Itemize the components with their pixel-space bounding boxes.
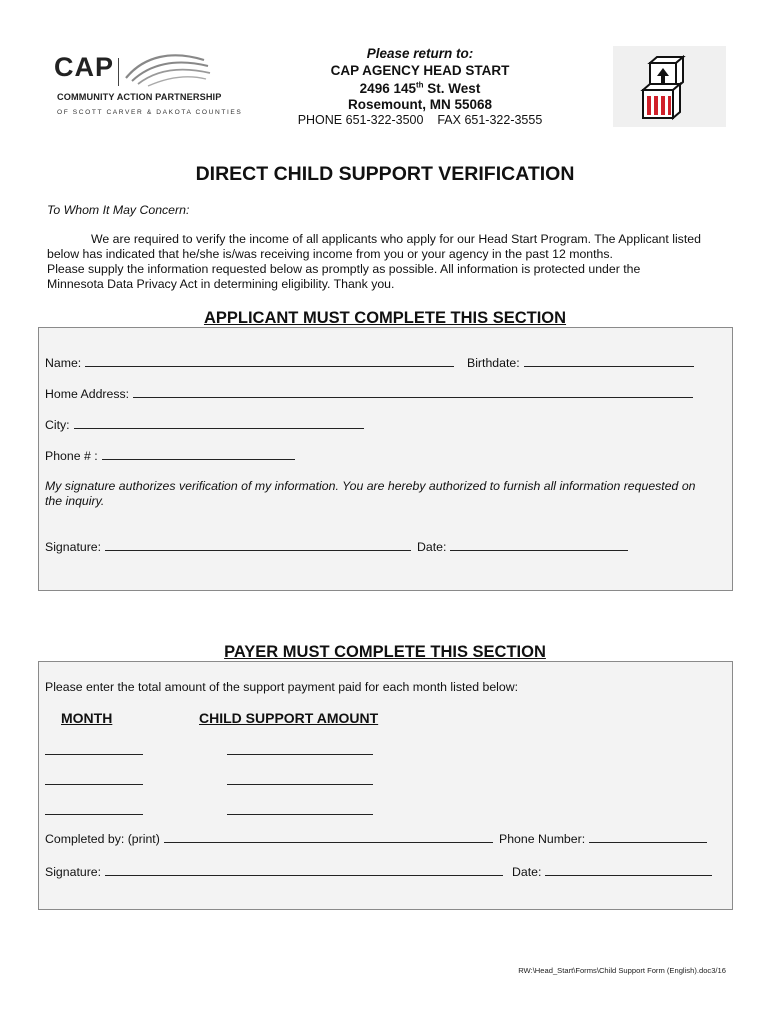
intro-line-4: Minnesota Data Privacy Act in determining eligibility. Thank you. xyxy=(47,277,395,291)
home-address-field[interactable] xyxy=(45,386,693,401)
name-field[interactable] xyxy=(45,355,454,370)
payer-phone-label: Phone Number: xyxy=(499,832,586,846)
city-field[interactable] xyxy=(45,417,364,432)
payer-date-input-line[interactable] xyxy=(545,864,712,876)
logo-org-name: COMMUNITY ACTION PARTNERSHIP xyxy=(57,92,222,102)
amount-input-line[interactable] xyxy=(227,813,373,815)
logo-swoosh-icon xyxy=(122,48,217,88)
payer-phone-field[interactable] xyxy=(499,831,707,846)
payer-signature-input-line[interactable] xyxy=(105,864,503,876)
month-input-line[interactable] xyxy=(45,813,143,815)
payer-section-heading: PAYER MUST COMPLETE THIS SECTION xyxy=(224,643,546,661)
logo-divider xyxy=(118,58,119,86)
payer-signature-field[interactable] xyxy=(45,864,503,879)
footer-file-path: RW:\Head_Start\Forms\Child Support Form (English).doc3/16 xyxy=(518,966,726,975)
agency-name: CAP AGENCY HEAD START xyxy=(330,63,510,78)
applicant-signature-label: Signature: xyxy=(45,540,102,554)
payer-date-field[interactable] xyxy=(512,864,712,879)
phone-fax-line: PHONE 651-322-3500 FAX 651-322-3555 xyxy=(297,113,543,127)
name-label: Name: xyxy=(45,356,82,370)
amount-column-header: CHILD SUPPORT AMOUNT xyxy=(199,710,379,726)
authorization-line-1: My signature authorizes verification of my information. You are hereby authorized to furnish all information requested on xyxy=(45,479,696,493)
city-label: City: xyxy=(45,418,70,432)
toy-blocks-icon xyxy=(613,46,726,127)
city-line: Rosemount, MN 55068 xyxy=(347,97,493,112)
city-input-line[interactable] xyxy=(74,417,364,429)
home-address-input-line[interactable] xyxy=(133,386,693,398)
completed-by-field[interactable] xyxy=(45,831,493,846)
amount-input-line[interactable] xyxy=(227,783,373,785)
amount-input-line[interactable] xyxy=(227,753,373,755)
logo-cap-text: CAP xyxy=(54,52,115,82)
applicant-date-label: Date: xyxy=(417,540,447,554)
name-input-line[interactable] xyxy=(85,355,454,367)
payer-signature-label: Signature: xyxy=(45,865,102,879)
phone-label: Phone # : xyxy=(45,449,98,463)
applicant-signature-field[interactable] xyxy=(45,539,411,554)
applicant-section-heading: APPLICANT MUST COMPLETE THIS SECTION xyxy=(203,309,567,327)
intro-line-1: We are required to verify the income of all applicants who apply for our Head Start Program. The Applicant listed xyxy=(91,232,701,246)
logo-counties: OF SCOTT CARVER & DAKOTA COUNTIES xyxy=(57,109,243,116)
home-address-label: Home Address: xyxy=(45,387,130,401)
authorization-line-2: the inquiry. xyxy=(45,494,105,508)
return-label: Please return to: xyxy=(366,46,474,61)
completed-by-input-line[interactable] xyxy=(164,831,493,843)
salutation: To Whom It May Concern: xyxy=(47,203,190,217)
applicant-date-input-line[interactable] xyxy=(450,539,628,551)
phone-field[interactable] xyxy=(45,448,295,463)
completed-by-label: Completed by: (print) xyxy=(45,832,160,846)
intro-line-2: below has indicated that he/she is/was receiving income from you or your agency in the past 12 months. xyxy=(47,247,613,261)
birthdate-input-line[interactable] xyxy=(524,355,694,367)
month-input-line[interactable] xyxy=(45,783,143,785)
birthdate-label: Birthdate: xyxy=(467,356,520,370)
street-address: 2496 145th St. West xyxy=(359,80,481,96)
intro-line-3: Please supply the information requested below as promptly as possible. All information is protected under the xyxy=(47,262,641,276)
applicant-date-field[interactable] xyxy=(417,539,628,554)
month-input-line[interactable] xyxy=(45,753,143,755)
page-title: DIRECT CHILD SUPPORT VERIFICATION xyxy=(195,163,575,185)
payer-phone-input-line[interactable] xyxy=(589,831,707,843)
applicant-signature-input-line[interactable] xyxy=(105,539,411,551)
payer-date-label: Date: xyxy=(512,865,542,879)
phone-input-line[interactable] xyxy=(102,448,295,460)
month-column-header: MONTH xyxy=(61,710,113,726)
payer-instructions: Please enter the total amount of the support payment paid for each month listed below: xyxy=(45,680,519,694)
birthdate-field[interactable] xyxy=(467,355,694,370)
